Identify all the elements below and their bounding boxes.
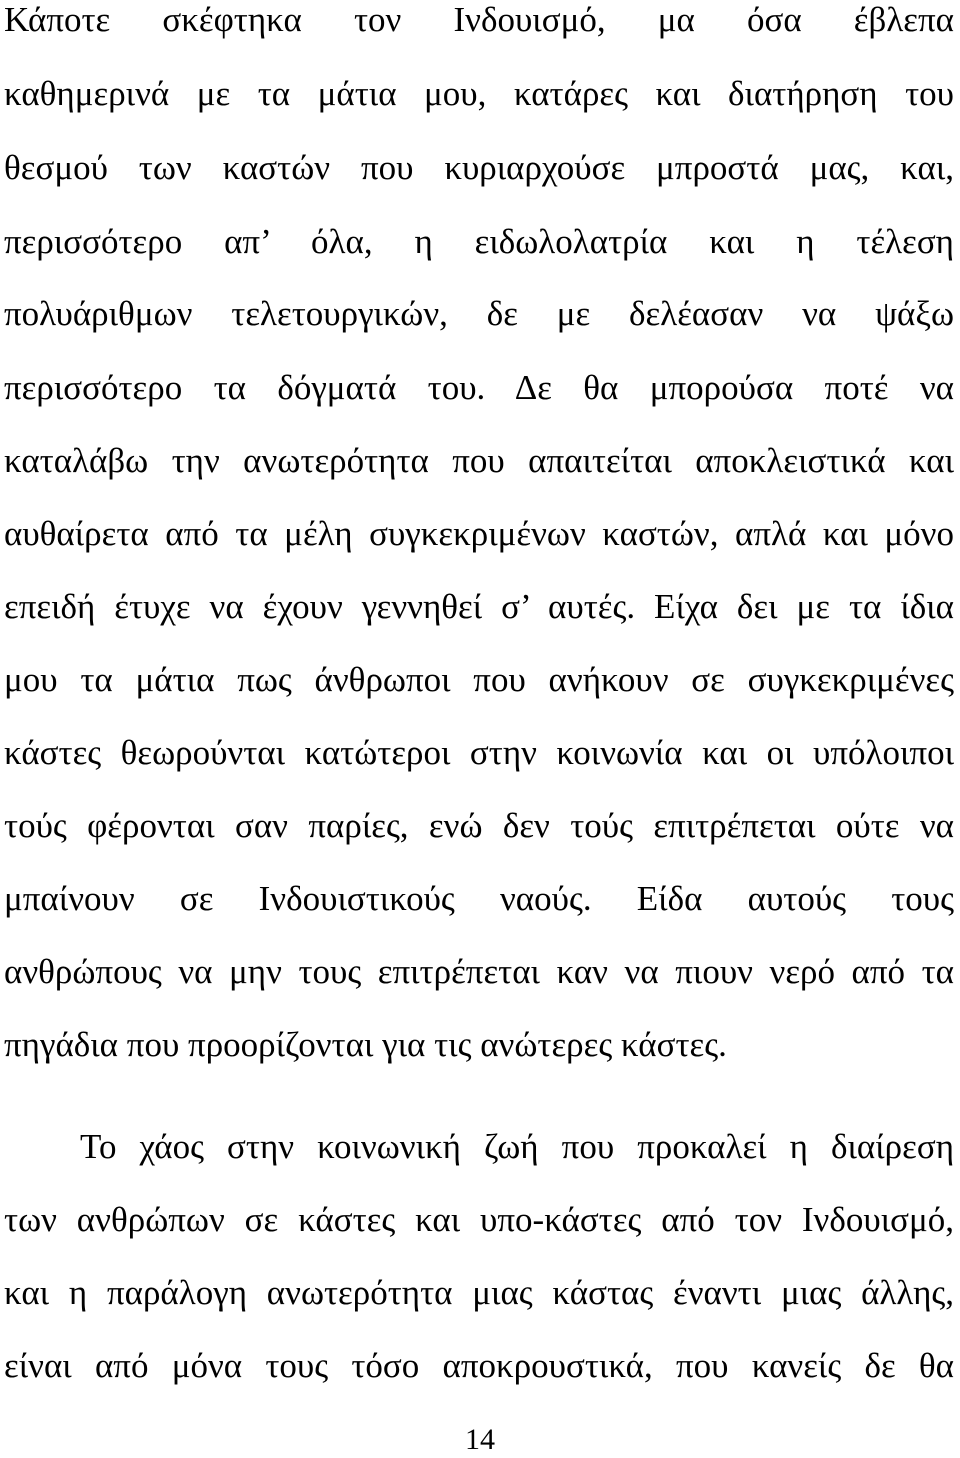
text-line: θεσμού των καστών που κυριαρχούσε μπροστά μας, και, (4, 148, 954, 187)
text-line: κάστες θεωρούνται κατώτεροι στην κοινωνία και οι υπόλοιποι (4, 733, 954, 772)
text-line: καταλάβω την ανωτερότητα που απαιτείται αποκλειστικά και (4, 441, 954, 480)
text-line: περισσότερο τα δόγματά του. Δε θα μπορούσα ποτέ να (4, 368, 954, 407)
text-line: μπαίνουν σε Ινδουιστικούς ναούς. Είδα αυτούς τους (4, 879, 954, 918)
text-line: αυθαίρετα από τα μέλη συγκεκριμένων καστών, απλά και μόνο (4, 514, 954, 553)
text-line: τούς φέρονται σαν παρίες, ενώ δεν τούς επιτρέπεται ούτε να (4, 806, 954, 845)
text-line: πηγάδια που προορίζονται για τις ανώτερες κάστες. (4, 1025, 727, 1064)
text-line: είναι από μόνα τους τόσο αποκρουστικά, που κανείς δε θα (4, 1346, 954, 1385)
text-line: μου τα μάτια πως άνθρωποι που ανήκουν σε συγκεκριμένες (4, 660, 954, 699)
text-line: πολυάριθμων τελετουργικών, δε με δελέασαν να ψάξω (4, 294, 954, 333)
page-number: 14 (465, 1423, 495, 1456)
text-line: επειδή έτυχε να έχουν γεννηθεί σ’ αυτές. Είχα δει με τα ίδια (4, 587, 954, 626)
text-line: Κάποτε σκέφτηκα τον Ινδουισμό, μα όσα έβλεπα (4, 0, 954, 39)
text-line: καθημερινά με τα μάτια μου, κατάρες και διατήρηση του (4, 74, 954, 113)
text-line: και η παράλογη ανωτερότητα μιας κάστας έναντι μιας άλλης, (4, 1273, 954, 1312)
text-line: των ανθρώπων σε κάστες και υπο-κάστες από τον Ινδουισμό, (4, 1200, 954, 1239)
text-line: περισσότερο απ’ όλα, η ειδωλολατρία και η τέλεση (4, 222, 954, 261)
text-line: Το χάος στην κοινωνική ζωή που προκαλεί η διαίρεση (80, 1127, 954, 1166)
text-line: ανθρώπους να μην τους επιτρέπεται καν να πιουν νερό από τα (4, 952, 954, 991)
